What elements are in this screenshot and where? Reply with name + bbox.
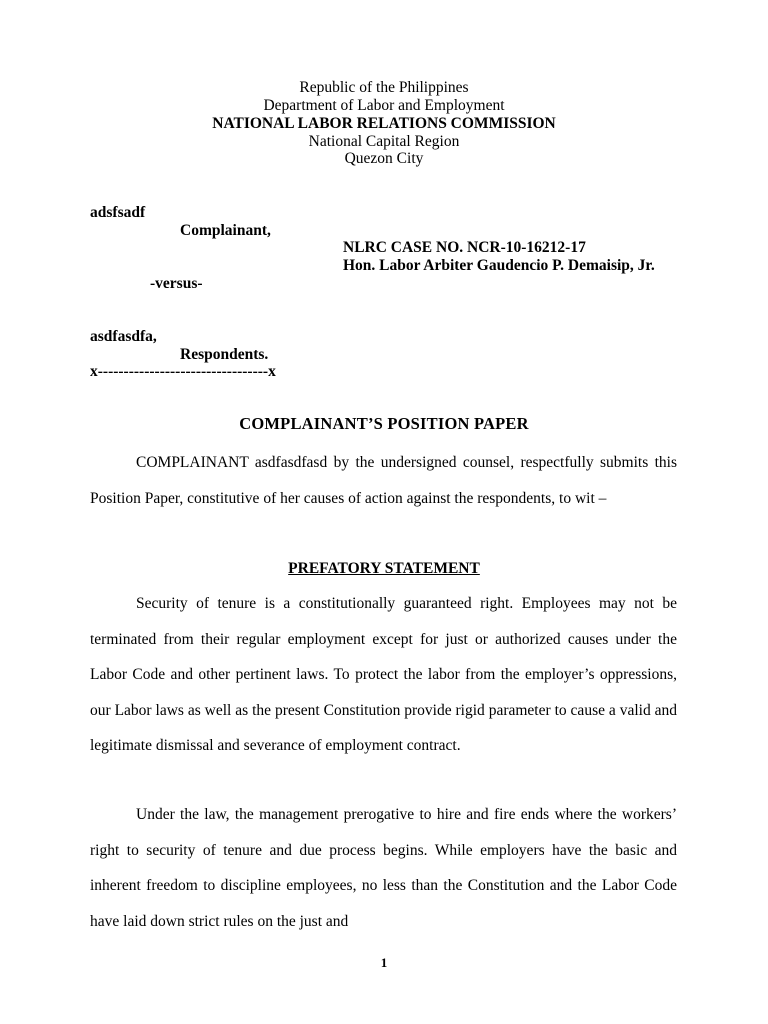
respondent-label: Respondents. — [180, 346, 269, 363]
versus-label: -versus- — [150, 275, 203, 292]
header-region: National Capital Region — [308, 133, 460, 150]
complainant-name: adsfsadf — [90, 204, 146, 221]
header-commission: NATIONAL LABOR RELATIONS COMMISSION — [212, 115, 556, 132]
page-number: 1 — [380, 955, 388, 970]
caption-separator: x---------------------------------x — [90, 363, 276, 380]
paragraph-management-prerogative — [90, 797, 677, 939]
header-republic: Republic of the Philippines — [299, 79, 469, 96]
header-city: Quezon City — [344, 150, 424, 167]
paragraph1-text: Security of tenure is a constitutionally guaranteed right. Employees may not be terminated from their regular employment except for just or authorized causes under the Labor Code and other pertinent laws. To protect the labor from the employer’s oppressions, our Labor laws as well as the present Constitution provide rigid parameter to cause a valid and legitimate dismissal and severance of employment contract. — [90, 595, 677, 754]
intro-text: COMPLAINANT asdfasdfasd by the undersigned counsel, respectfully submits this Position Paper, constitutive of her causes of action against the respondents, to wit – — [90, 454, 677, 507]
section-heading — [0, 560, 768, 578]
paragraph2-text: Under the law, the management prerogative to hire and fire ends where the workers’ right to security of tenure and due process begins. While employers have the basic and inherent freedom to discipline employees, no less than the Constitution and the Labor Code have laid down strict rules on the just and — [90, 806, 677, 930]
case-number: NLRC CASE NO. NCR-10-16212-17 — [343, 239, 586, 256]
labor-arbiter: Hon. Labor Arbiter Gaudencio P. Demaisip, Jr. — [343, 257, 655, 274]
header-department: Department of Labor and Employment — [263, 97, 505, 114]
intro-paragraph — [90, 445, 677, 516]
paragraph-security-of-tenure — [90, 586, 677, 764]
respondent-name: asdfasdfa, — [90, 328, 157, 345]
complainant-label: Complainant, — [180, 222, 271, 239]
document-title: COMPLAINANT’S POSITION PAPER — [239, 414, 529, 433]
section-heading-text: PREFATORY STATEMENT — [288, 560, 480, 577]
